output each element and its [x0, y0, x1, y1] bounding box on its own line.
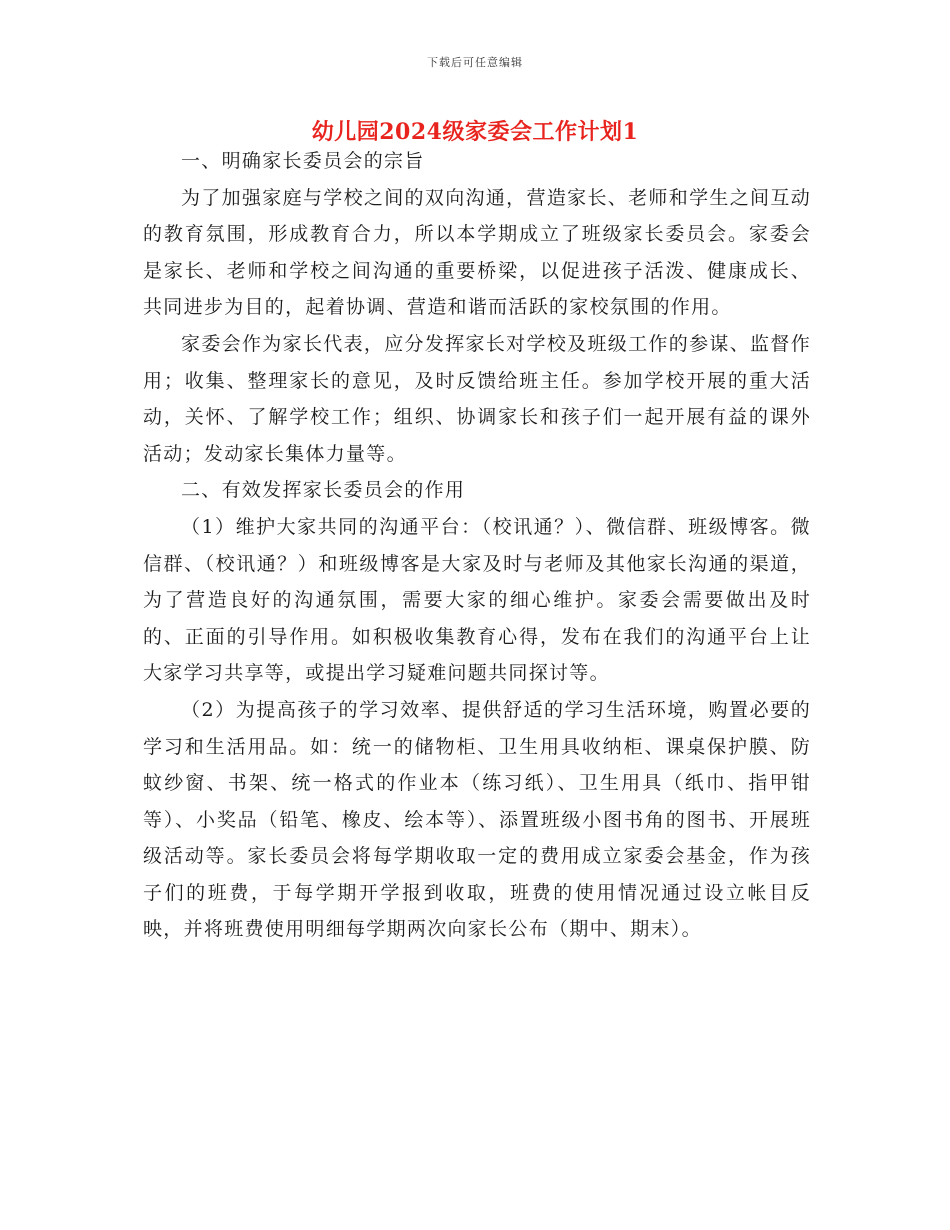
- paragraph-representative-role: 家委会作为家长代表，应分发挥家长对学校及班级工作的参谋、监督作用；收集、整理家长的意见，及时反馈给班主任。参加学校开展的重大活动，关怀、了解学校工作；组织、协调家长和孩子们一起开展有益的课外活动；发动家长集体力量等。: [143, 332, 811, 465]
- paragraph-communication-platform: （1）维护大家共同的沟通平台：（校讯通？）、微信群、班级博客。微信群、（校讯通？）和班级博客是大家及时与老师及其他家长沟通的渠道，为了营造良好的沟通氛围，需要大家的细心维护。家委会需要做出及时的、正面的引导作用。如积极收集教育心得，发布在我们的沟通平台上让大家学习共享等，或提出学习疑难问题共同探讨等。: [143, 515, 811, 685]
- paragraph-purpose: 为了加强家庭与学校之间的双向沟通，营造家长、老师和学生之间互动的教育氛围，形成教育合力，所以本学期成立了班级家长委员会。家委会是家长、老师和学校之间沟通的重要桥梁，以促进孩子活泼、健康成长、共同进步为目的，起着协调、营造和谐而活跃的家校氛围的作用。: [143, 186, 811, 319]
- paragraph-supplies-fund: （2）为提高孩子的学习效率、提供舒适的学习生活环境，购置必要的学习和生活用品。如：统一的储物柜、卫生用具收纳柜、课桌保护膜、防蚊纱窗、书架、统一格式的作业本（练习纸）、卫生用具（纸巾、指甲钳等）、小奖品（铅笔、橡皮、绘本等）、添置班级小图书角的图书、开展班级活动等。家长委员会将每学期收取一定的费用成立家委会基金，作为孩子们的班费，于每学期开学报到收取，班费的使用情况通过设立帐目反映，并将班费使用明细每学期两次向家长公布（期中、期末）。: [143, 698, 811, 941]
- section-heading-purpose: 一、明确家长委员会的宗旨: [181, 150, 425, 172]
- header-note: 下载后可任意编辑: [427, 56, 523, 69]
- section-heading-function: 二、有效发挥家长委员会的作用: [181, 479, 466, 502]
- document-body: [143, 143, 811, 948]
- document-title: 幼儿园2024级家委会工作计划1: [311, 119, 639, 145]
